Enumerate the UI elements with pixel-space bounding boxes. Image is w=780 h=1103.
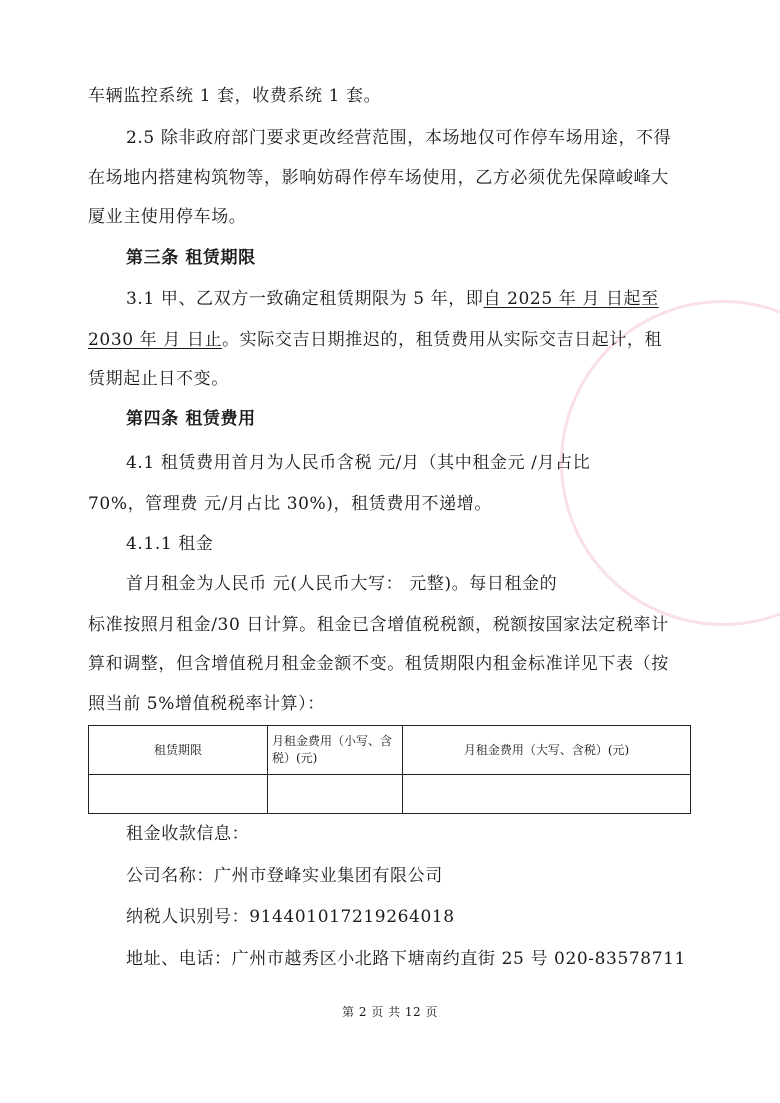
table-cell	[89, 775, 268, 814]
paragraph-line: 在场地内搭建构筑物等，影响妨碍作停车场使用，乙方必须优先保障峻峰大	[88, 168, 669, 188]
table-header-row	[89, 726, 691, 775]
paragraph-line: 4.1 租赁费用首月为人民币含税 元/月（其中租金元 /月占比	[126, 453, 591, 473]
payment-info-title: 租金收款信息：	[126, 824, 250, 844]
paragraph-line: 照当前 5%增值税税率计算）：	[88, 694, 325, 714]
page-number: 第 2 页 共 12 页	[342, 1005, 438, 1019]
article-4-heading: 第四条 租赁费用	[126, 409, 256, 429]
payment-tax-id: 纳税人识别号：91440101721926401​8	[126, 907, 455, 927]
table-header-cell: 租赁期限	[89, 726, 268, 775]
term-end-date: 2030 年 月 日止	[88, 330, 223, 350]
table-cell	[403, 775, 691, 814]
paragraph-line: 算和调整，但含增值税月租金金额不变。租赁期限内租金标准详见下表（按	[88, 654, 669, 674]
table-row	[89, 775, 691, 814]
article-3-heading: 第三条 租赁期限	[126, 248, 256, 268]
term-text: 3.1 甲、乙双方一致确定租赁期限为 5 年，即	[126, 289, 484, 309]
rent-table	[88, 725, 691, 814]
paragraph-line	[126, 287, 659, 311]
paragraph-line: 厦业主使用停车场。	[88, 207, 247, 227]
section-heading: 4.1.1 租金	[126, 534, 214, 554]
paragraph-line: 首月租金为人民币 元(人民币大写： 元整)。每日租金的	[126, 574, 558, 594]
paragraph-line: 标准按照月租金/30 日计算。租金已含增值税税额，税额按国家法定税率计	[88, 615, 669, 635]
payment-address: 地址、电话：广州市越秀区小北路下塘南约直街 25 号 020-83578711	[126, 949, 686, 969]
table-header-cell: 月租金费用（大写、含税）(元)	[403, 726, 691, 775]
term-start-date: 自 2025 年 月 日起至	[483, 289, 659, 309]
paragraph-line	[88, 328, 662, 352]
term-text: 。实际交吉日期推迟的，租赁费用从实际交吉日起计，租	[222, 330, 663, 350]
paragraph-line: 赁期起止日不变。	[88, 369, 229, 389]
paragraph-line: 70%，管理费 元/月占比 30%)，租赁费用不递增。	[88, 494, 492, 514]
paragraph-line: 2.5 除非政府部门要求更改经营范围，本场地仅可作停车场用途，不得	[126, 128, 672, 148]
paragraph-line: 车辆监控系统 1 套，收费系统 1 套。	[88, 86, 382, 106]
payment-company-name: 公司名称：广州市登峰实业集团有限公司	[126, 866, 443, 886]
table-cell	[268, 775, 403, 814]
table-header-cell: 月租金费用（小写、含税）(元)	[268, 726, 403, 775]
